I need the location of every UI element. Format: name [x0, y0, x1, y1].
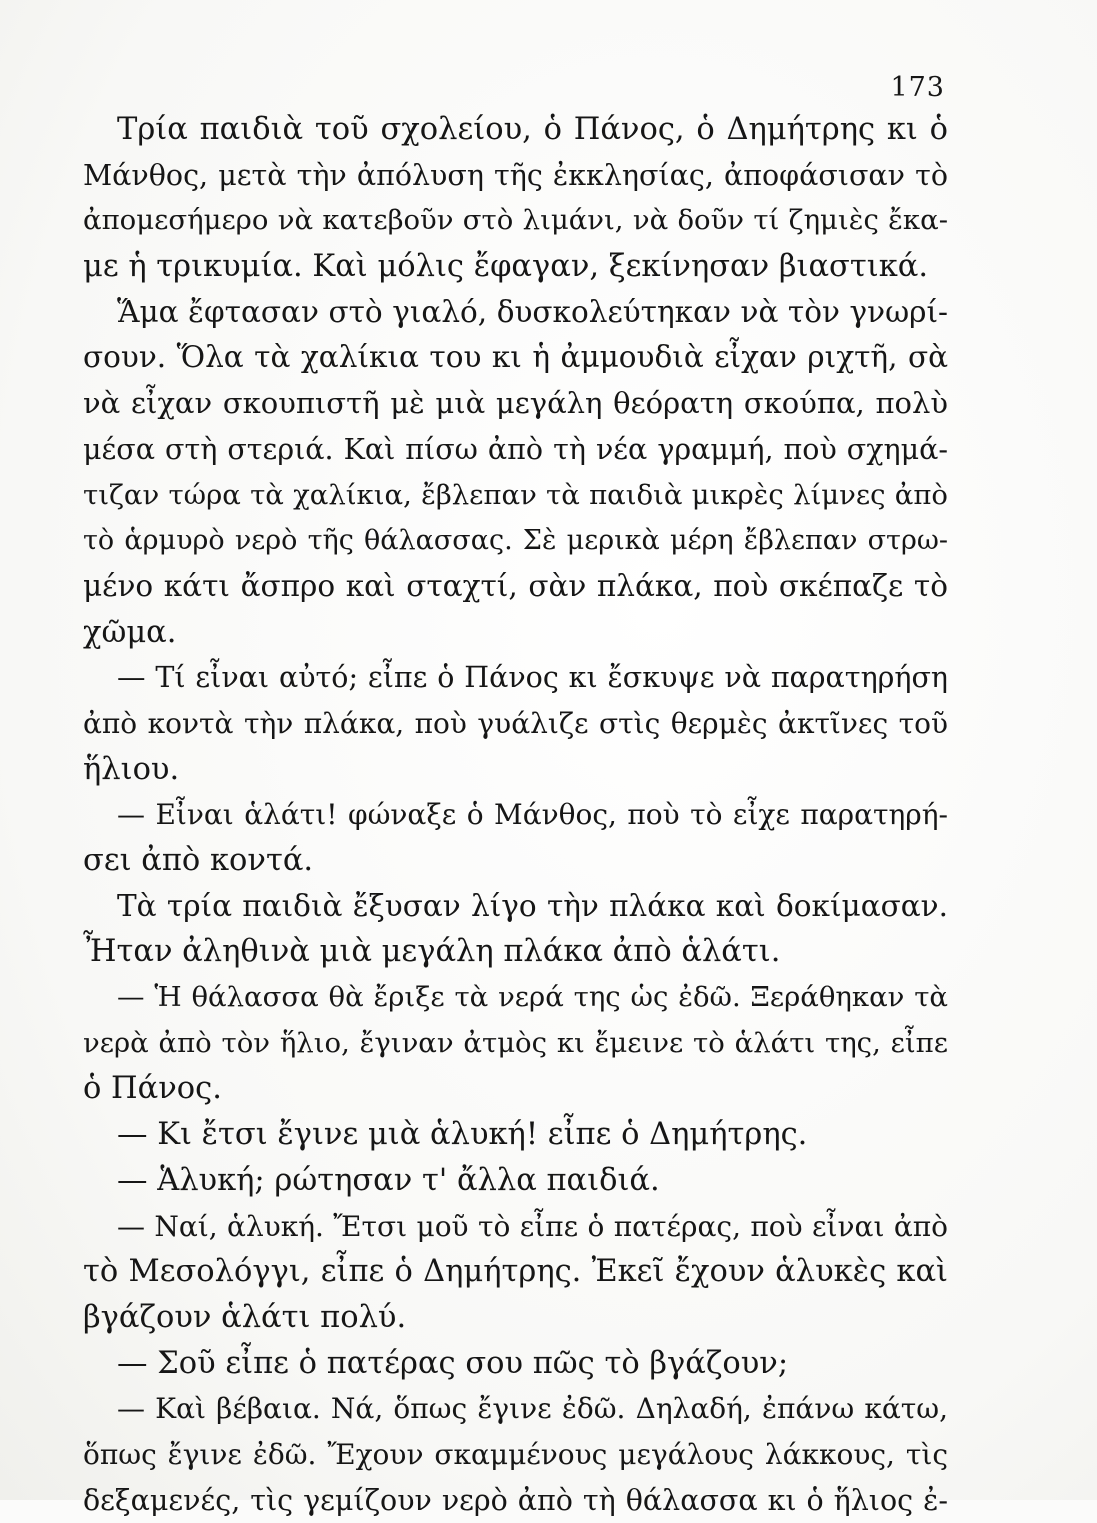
text-line: τὸ ἁρμυρὸ νερὸ τῆς θάλασσας. Σὲ μερικὰ μέρη ἔβλεπαν στρω- [83, 525, 948, 557]
text-line: — Καὶ βέβαια. Νά, ὅπως ἔγινε ἐδῶ. Δηλαδή, ἐπάνω κάτω, [117, 1392, 948, 1426]
text-line: σουν. Ὅλα τὰ χαλίκια του κι ἡ ἀμμουδιὰ εἶχαν ριχτῆ, σὰ [83, 340, 948, 375]
text-line: — Τί εἶναι αὐτό; εἶπε ὁ Πάνος κι ἔσκυψε νὰ παρατηρήση [117, 661, 948, 695]
text-line: — Εἶναι ἁλάτι! φώναξε ὁ Μάνθος, ποὺ τὸ εἶχε παρατηρή- [117, 798, 948, 832]
text-line: ἀπὸ κοντὰ τὴν πλάκα, ποὺ γυάλιζε στὶς θερμὲς ἀκτῖνες τοῦ [83, 706, 948, 740]
text-line: Ἅμα ἔφτασαν στὸ γιαλό, δυσκολεύτηκαν νὰ τὸν γνωρί- [117, 294, 948, 329]
text-line: νὰ εἶχαν σκουπιστῆ μὲ μιὰ μεγάλη θεόρατη σκούπα, πολὺ [83, 386, 948, 421]
page-text [83, 107, 948, 1523]
text-line: μέσα στὴ στεριά. Καὶ πίσω ἀπὸ τὴ νέα γραμμή, ποὺ σχημά- [83, 432, 948, 466]
text-line: δεξαμενές, τὶς γεμίζουν νερὸ ἀπὸ τὴ θάλασσα κι ὁ ἥλιος ἐ- [83, 1483, 948, 1517]
text-line: Ἦταν ἀληθινὰ μιὰ μεγάλη πλάκα ἀπὸ ἁλάτι. [83, 934, 781, 970]
text-line: σει ἀπὸ κοντά. [83, 843, 314, 878]
text-line: — Ἡ θάλασσα θὰ ἔριξε τὰ νερά της ὡς ἐδῶ. Ξεράθηκαν τὰ [117, 981, 948, 1014]
text-line: με ἡ τρικυμία. Καὶ μόλις ἔφαγαν, ξεκίνησαν βιαστικά. [83, 249, 929, 285]
text-line: Μάνθος, μετὰ τὴν ἀπόλυση τῆς ἐκκλησίας, ἀποφάσισαν τὸ [83, 158, 948, 192]
page-number: 173 [890, 72, 945, 103]
text-line: χῶμα. [83, 614, 177, 650]
text-line: τὸ Μεσολόγγι, εἶπε ὁ Δημήτρης. Ἐκεῖ ἔχουν ἁλυκὲς καὶ [83, 1254, 948, 1290]
text-line: Τὰ τρία παιδιὰ ἔξυσαν λίγο τὴν πλάκα καὶ δοκίμασαν. [117, 888, 948, 923]
text-line: τιζαν τώρα τὰ χαλίκια, ἔβλεπαν τὰ παιδιὰ μικρὲς λίμνες ἀπὸ [83, 478, 948, 511]
text-line: μένο κάτι ἄσπρο καὶ σταχτί, σὰν πλάκα, ποὺ σκέπαζε τὸ [83, 568, 948, 603]
text-line: ἀπομεσήμερο νὰ κατεβοῦν στὸ λιμάνι, νὰ δοῦν τί ζημιὲς ἔκα- [83, 204, 948, 237]
text-line: — Ναί, ἁλυκή. Ἔτσι μοῦ τὸ εἶπε ὁ πατέρας, ποὺ εἶναι ἀπὸ [117, 1209, 948, 1243]
text-line: — Σοῦ εἶπε ὁ πατέρας σου πῶς τὸ βγάζουν; [117, 1345, 789, 1381]
text-line: ἥλιου. [83, 751, 180, 787]
text-line: νερὰ ἀπὸ τὸν ἥλιο, ἔγιναν ἀτμὸς κι ἔμεινε τὸ ἁλάτι της, εἶπε [83, 1026, 948, 1059]
text-line: — Κι ἔτσι ἔγινε μιὰ ἁλυκή! εἶπε ὁ Δημήτρης. [117, 1117, 808, 1153]
text-line: Τρία παιδιὰ τοῦ σχολείου, ὁ Πάνος, ὁ Δημήτρης κι ὁ [117, 112, 948, 147]
text-line: βγάζουν ἁλάτι πολύ. [83, 1299, 407, 1335]
text-line: ὁ Πάνος. [83, 1071, 222, 1107]
text-line: ὅπως ἔγινε ἐδῶ. Ἔχουν σκαμμένους μεγάλους λάκκους, τὶς [83, 1437, 948, 1471]
text-line: — Ἁλυκή; ρώτησαν τ' ἄλλα παιδιά. [117, 1162, 660, 1198]
